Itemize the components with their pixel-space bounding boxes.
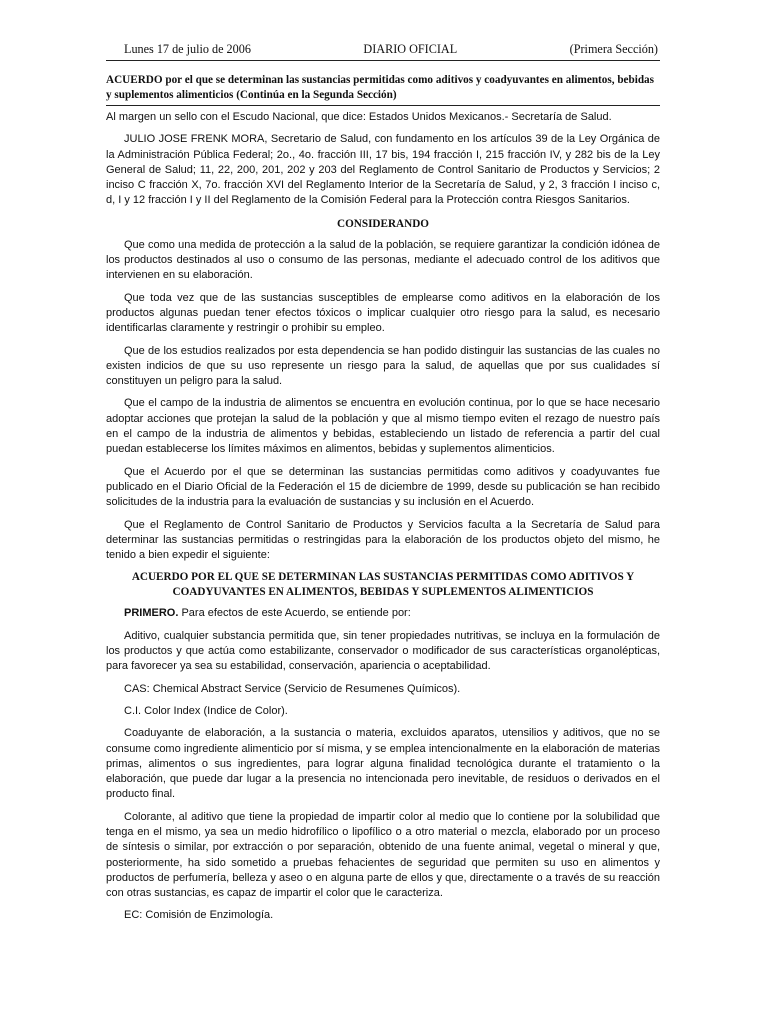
header-section: (Primera Sección) [569, 42, 658, 56]
definition-paragraph: CAS: Chemical Abstract Service (Servicio de Resumenes Químicos). [124, 682, 461, 695]
primero-label: PRIMERO. [124, 607, 179, 620]
definition-paragraph: C.I. Color Index (Indice de Color). [124, 704, 288, 717]
header-date: Lunes 17 de julio de 2006 [124, 42, 251, 56]
considerando-paragraph: Que el campo de la industria de alimentos se encuentra en evolución continua, por lo que se hace necesario adoptar acciones que protejan la salud de la población y que al mismo tiempo eviten el rezago de nuestro país en el campo de la industria de alimentos y bebidas, estableciendo un listado de referencia a partir del cual puedan establecerse los límites máximos en alimentos, bebidas y suplementos alimenticios. [106, 397, 660, 456]
document-title: ACUERDO por el que se determinan las sustancias permitidas como aditivos y coadyuvantes en alimentos, bebidas y suplementos alimenticios (Continúa en la Segunda Sección) [106, 73, 660, 106]
margin-note: Al margen un sello con el Escudo Nacional, que dice: Estados Unidos Mexicanos.- Secretaría de Salud. [106, 111, 612, 123]
preamble-paragraph: JULIO JOSE FRENK MORA, Secretario de Salud, con fundamento en los artículos 39 de la Ley Orgánica de la Administración Pública Federal; 2o., 4o. fracción III, 17 bis, 194 fracción I, 215 fracción IV, y 282 bis de la Ley General de Salud; 11, 22, 200, 201, 202 y 203 del Reglamento de Control Sanitario de Productos y Servicios; 2 inciso C fracción X, 7o. fracción XVI del Reglamento Interior de la Secretaría de Salud, y 2, 3 fracción I inciso c, d, I y 12 fracción I y II del Reglamento de la Comisión Federal para la Protección contra Riesgos Sanitarios. [106, 133, 660, 207]
definition-paragraph: EC: Comisión de Enzimología. [124, 909, 274, 922]
considerando-paragraph: Que de los estudios realizados por esta dependencia se han podido distinguir las sustancias de las cuales no existen indicios de que su uso represente un riesgo para la salud, de aquellas que por sus cualidades sí constituyen un peligro para la salud. [106, 344, 660, 388]
considerando-paragraph: Que toda vez que de las sustancias susceptibles de emplearse como aditivos en la elaboración de los productos algunas puedan tener efectos tóxicos o implicar cualquier otro riesgo para la salud, es necesario identificarlas claramente y restringir o prohibir su empleo. [106, 291, 660, 335]
considerando-paragraph: Que como una medida de protección a la salud de la población, se requiere garantizar la condición idónea de los productos destinados al uso o consumo de las personas, mediante el adecuado control de los aditivos que intervienen en su elaboración. [106, 238, 660, 282]
considerando-heading: CONSIDERANDO [337, 217, 429, 230]
considerando-paragraph: Que el Reglamento de Control Sanitario de Productos y Servicios faculta a la Secretaría de Salud para determinar las sustancias permitidas o restringidas para la elaboración de los productos objeto del mismo, he tenido a bien expedir el siguiente: [106, 518, 660, 562]
primero-paragraph [106, 606, 660, 621]
header-publication: DIARIO OFICIAL [363, 42, 458, 56]
definition-paragraph: Coaduyante de elaboración, a la sustancia o materia, excluidos aparatos, utensilios y aditivos, que no se consume como ingrediente alimenticio por sí misma, y se emplea intencionalmente en la elaboración de materias primas, alimentos o sus ingredientes, para lograr alguna finalidad tecnológica durante el tratamiento o la elaboración, que puede dar lugar a la presencia no intencionada pero inevitable, de residuos o derivados en el producto final. [106, 727, 660, 801]
considerando-paragraph: Que el Acuerdo por el que se determinan las sustancias permitidas como aditivos y coadyuvantes fue publicado en el Diario Oficial de la Federación el 15 de diciembre de 1999, desde su publicación se han recibido solicitudes de la industria para la evaluación de sustancias y su inclusión en el Acuerdo. [106, 465, 660, 509]
acuerdo-heading: ACUERDO POR EL QUE SE DETERMINAN LAS SUSTANCIAS PERMITIDAS COMO ADITIVOS Y COADYUVANTES EN ALIMENTOS, BEBIDAS Y SUPLEMENTOS ALIMENTICIOS [131, 571, 635, 598]
running-header [106, 42, 660, 61]
document-page [106, 42, 660, 924]
definition-paragraph: Aditivo, cualquier substancia permitida que, sin tener propiedades nutritivas, se incluya en la formulación de los productos y que actúa como estabilizante, conservador o modificador de sus características organolépticas, para favorecer ya sea su estabilidad, conservación, apariencia o aceptabilidad. [106, 629, 660, 673]
primero-text: Para efectos de este Acuerdo, se entiende por: [178, 607, 411, 620]
definition-paragraph: Colorante, al aditivo que tiene la propiedad de impartir color al medio que lo contiene por la solubilidad que tenga en el mismo, ya sea un medio hidrofílico o lipofílico o a otro material o mezcla, elaborado por un proceso de síntesis o similar, por extracción o por separación, obtenido de una fuente animal, vegetal o mineral y que, posteriormente, ha sido sometido a pruebas fehacientes de seguridad que permiten su uso en alimentos y productos de perfumería, belleza y aseo o en alguna parte de ellos y que, directamente o a través de su reacción con otras sustancias, es capaz de impartir el color que le caracteriza. [106, 810, 660, 900]
